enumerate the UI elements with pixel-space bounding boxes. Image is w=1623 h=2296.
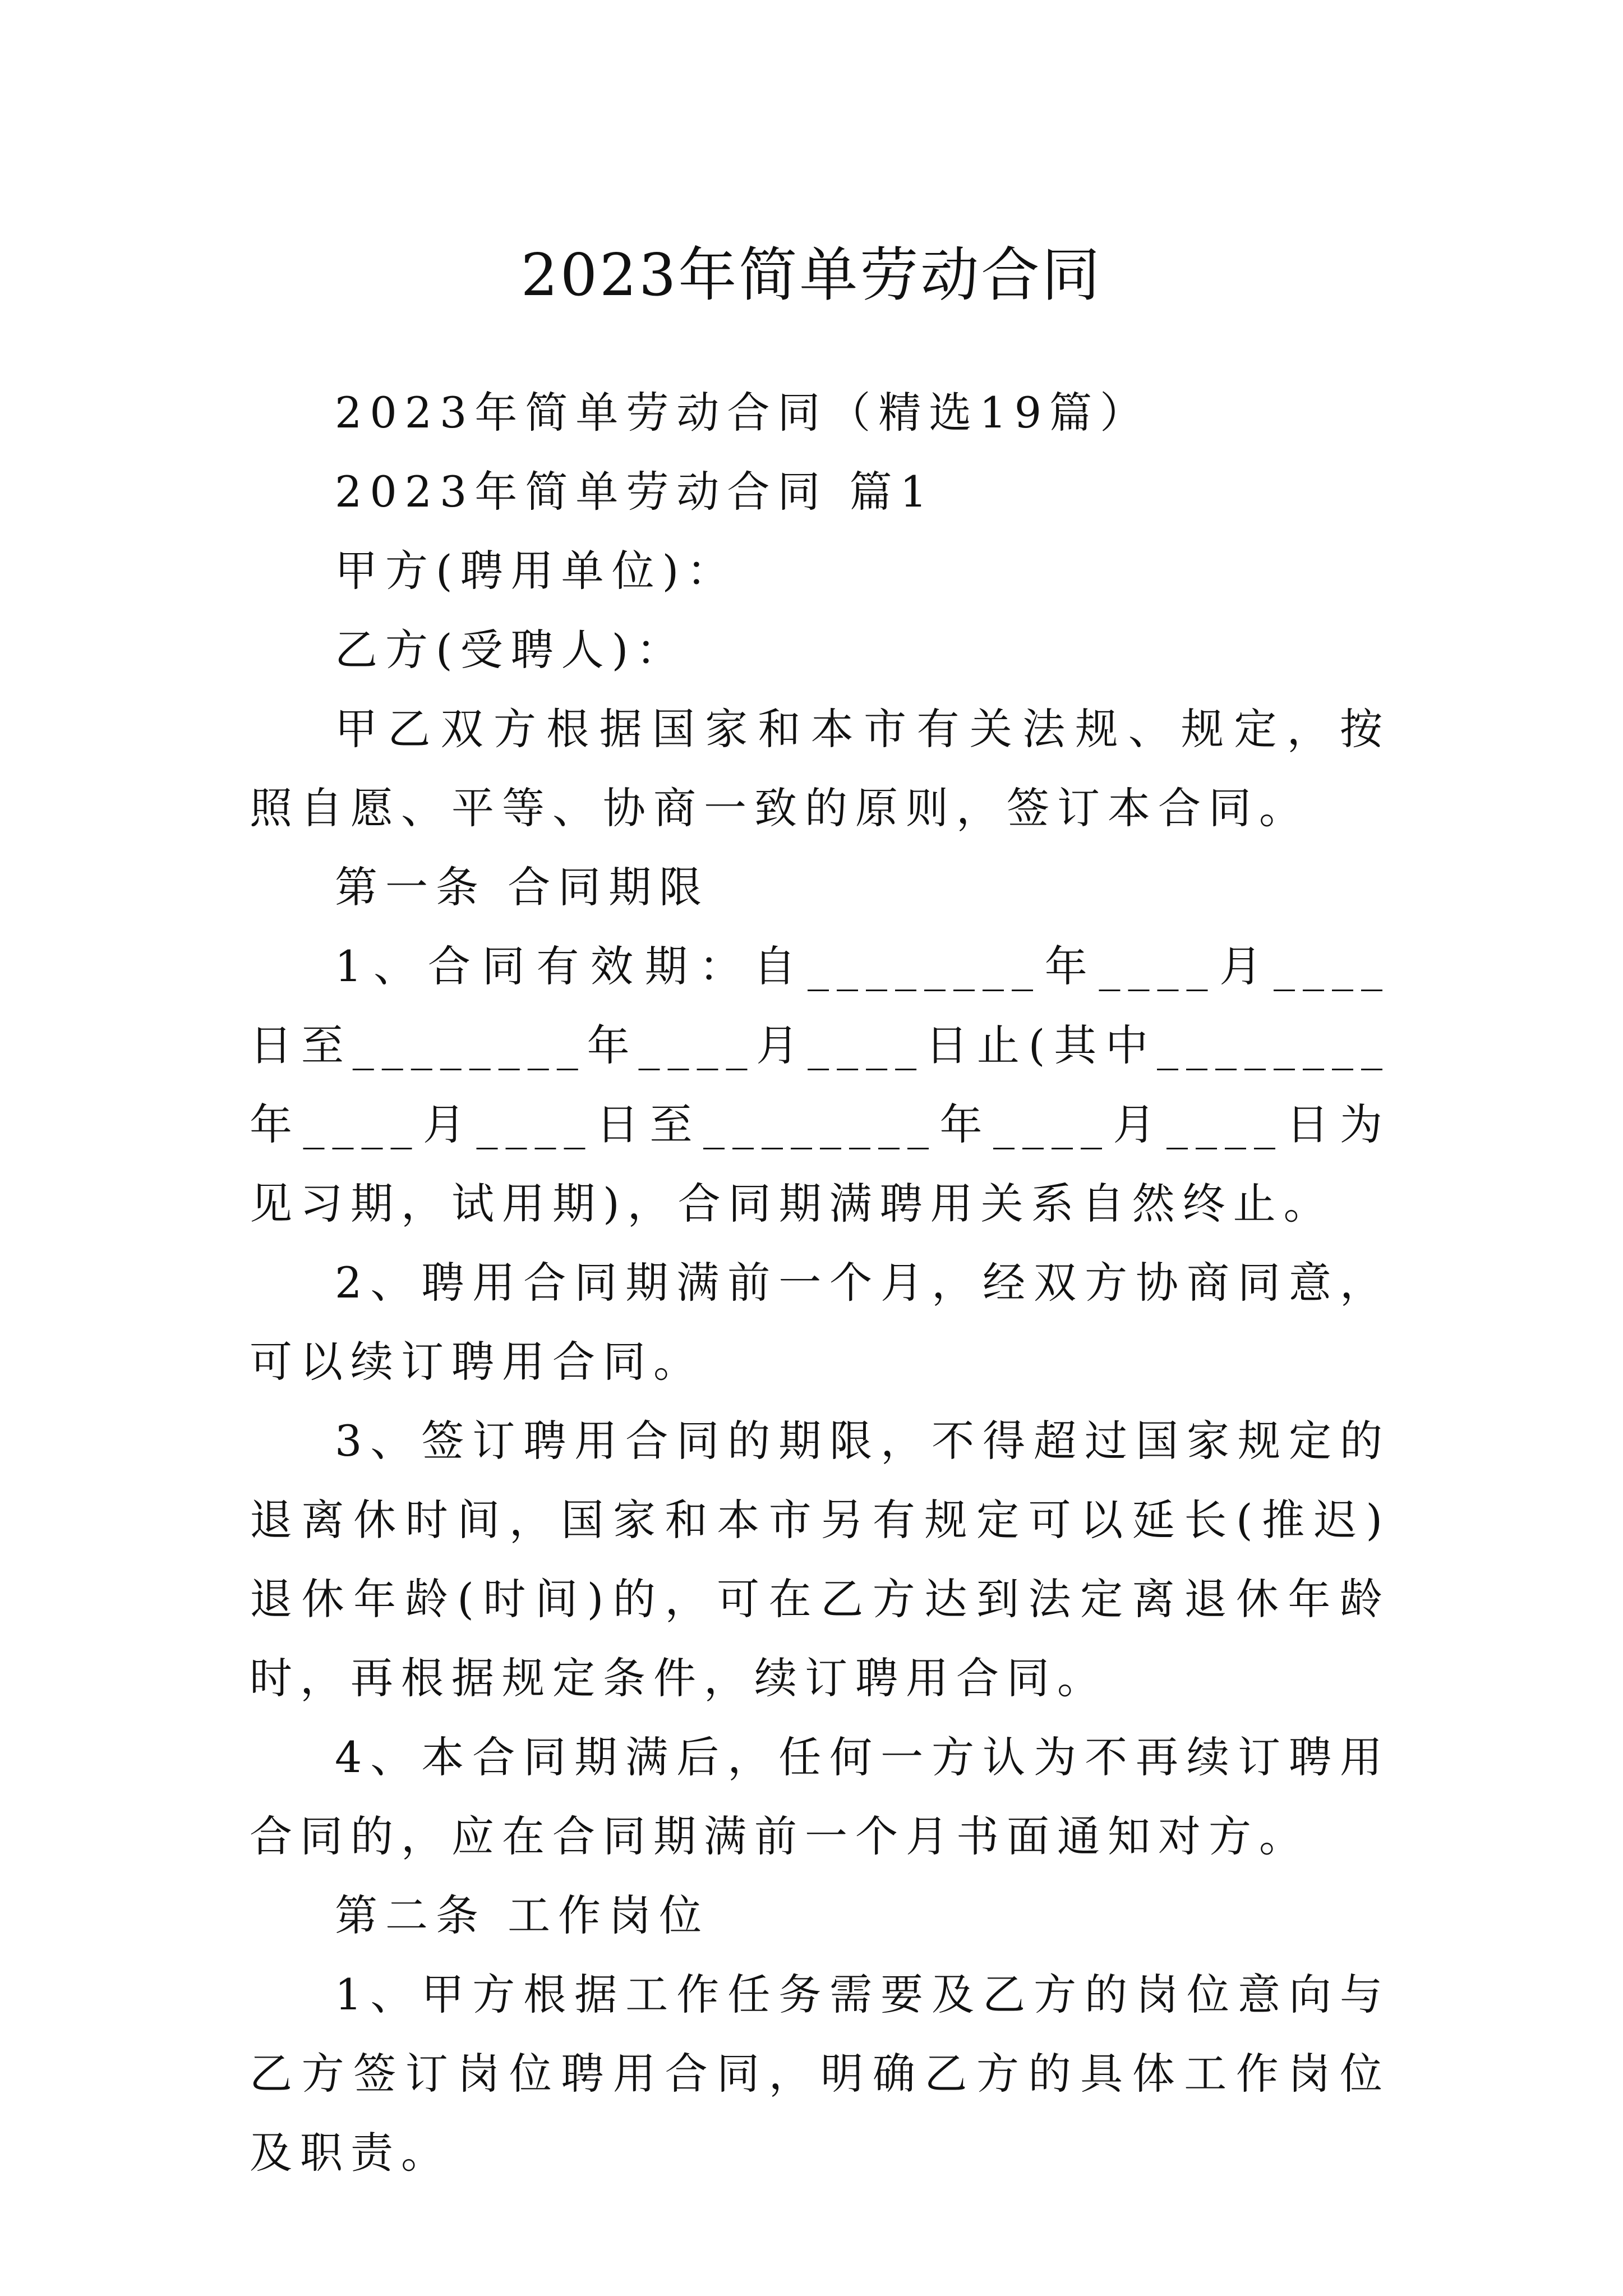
article-1-heading: 第一条 合同期限 <box>335 862 710 912</box>
article-1-clause-4: 4、本合同期满后，任何一方认为不再续订聘用合同的，应在合同期满前一个月书面通知对方。 <box>250 1732 1390 1861</box>
paragraph-section-heading: 2023年简单劳动合同 篇1 <box>335 467 935 517</box>
document-title: 2023年简单劳动合同 <box>520 240 1103 309</box>
paragraph-preamble: 甲乙双方根据国家和本市有关法规、规定，按照自愿、平等、协商一致的原则，签订本合同。 <box>250 704 1390 833</box>
article-1-clause-1: 1、合同有效期：自________年____月____日至________年____月____日止(其中________年____月____日至________年____月____日为见习期，试用期)，合同期满聘用关系自然终止。 <box>250 941 1390 1228</box>
paragraph-party-b: 乙方(受聘人)： <box>335 625 687 675</box>
article-1-clause-2: 2、聘用合同期满前一个月，经双方协商同意，可以续订聘用合同。 <box>250 1258 1390 1387</box>
article-1-clause-3: 3、签订聘用合同的期限，不得超过国家规定的退离休时间，国家和本市另有规定可以延长(推迟)退休年龄(时间)的，可在乙方达到法定离退休年龄时，再根据规定条件，续订聘用合同。 <box>250 1416 1390 1703</box>
paragraph-party-a: 甲方(聘用单位)： <box>335 546 737 596</box>
paragraph-subtitle: 2023年简单劳动合同（精选19篇） <box>335 388 1151 438</box>
article-2-clause-1: 1、甲方根据工作任务需要及乙方的岗位意向与乙方签订岗位聘用合同，明确乙方的具体工作岗位及职责。 <box>250 1970 1390 2178</box>
document-body <box>250 373 1390 2192</box>
article-2-heading: 第二条 工作岗位 <box>335 1890 710 1940</box>
